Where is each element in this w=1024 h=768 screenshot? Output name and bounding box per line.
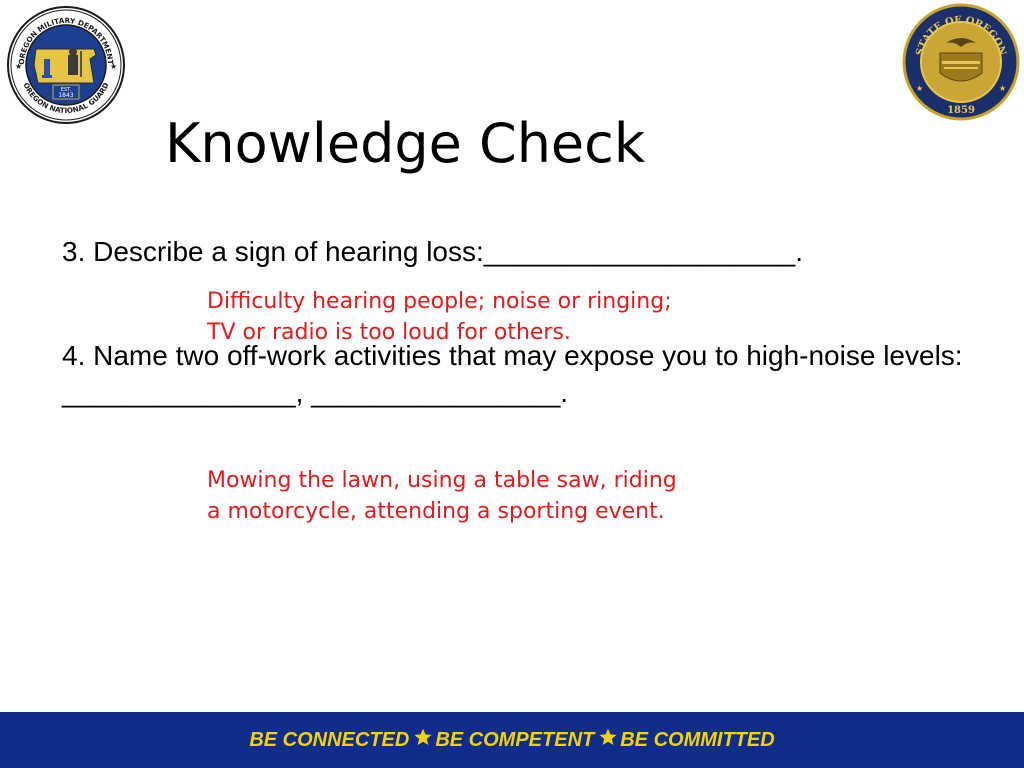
svg-text:OREGON MILITARY DEPARTMENT: OREGON MILITARY DEPARTMENT <box>16 15 116 65</box>
star-icon <box>413 727 433 753</box>
svg-text:OREGON NATIONAL GUARD: OREGON NATIONAL GUARD <box>21 81 111 116</box>
motto-connected: BE CONNECTED <box>249 728 410 751</box>
answer-4-line-2: a motorcycle, attending a sporting event. <box>207 499 665 524</box>
svg-text:★: ★ <box>999 84 1007 93</box>
svg-text:★: ★ <box>916 84 924 93</box>
svg-text:1859: 1859 <box>947 105 975 116</box>
footer-motto <box>249 727 774 753</box>
svg-text:EST.: EST. <box>60 87 72 93</box>
answer-3-line-2: TV or radio is too loud for others. <box>207 320 571 345</box>
star-icon <box>598 727 618 753</box>
svg-text:★: ★ <box>110 62 118 71</box>
question-4: 4. Name two off-work activities that may expose you to high-noise levels: _______________, ________________. <box>62 340 963 408</box>
state-of-oregon-seal <box>902 3 1020 121</box>
svg-text:STATE OF OREGON: STATE OF OREGON <box>914 14 1008 57</box>
svg-text:1843: 1843 <box>58 92 74 99</box>
footer-banner <box>0 712 1024 768</box>
motto-committed: BE COMMITTED <box>620 728 775 751</box>
slide-title: Knowledge Check <box>165 112 646 175</box>
question-3: 3. Describe a sign of hearing loss:____________________. <box>62 236 804 267</box>
answer-3-line-1: Difficulty hearing people; noise or ringing; <box>207 289 672 314</box>
answer-4-line-1: Mowing the lawn, using a table saw, riding <box>207 468 677 493</box>
answer-4 <box>207 465 767 527</box>
oregon-military-department-seal <box>6 5 126 125</box>
motto-competent: BE COMPETENT <box>435 728 595 751</box>
svg-text:★: ★ <box>15 62 23 71</box>
